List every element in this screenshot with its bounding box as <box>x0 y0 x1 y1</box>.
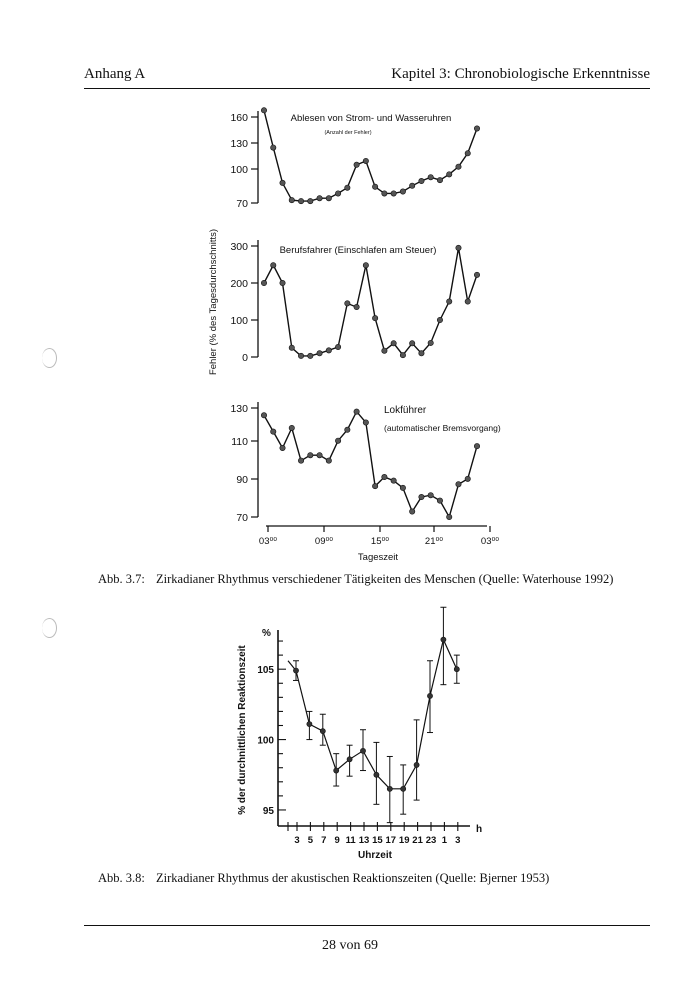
data-point <box>474 272 479 277</box>
data-point <box>400 189 405 194</box>
data-point <box>428 340 433 345</box>
data-point <box>456 482 461 487</box>
x-axis-label: Uhrzeit <box>358 850 392 861</box>
data-point <box>363 263 368 268</box>
y-tick-label: 70 <box>236 198 248 210</box>
chart-title: Ablesen von Strom- und Wasseruhren <box>290 113 452 124</box>
data-point <box>382 474 387 479</box>
x-tick-label: 15 <box>372 835 383 846</box>
data-point <box>317 351 322 356</box>
data-point <box>334 768 339 773</box>
y-tick-label: 100 <box>230 164 248 176</box>
y-tick-label: 105 <box>257 665 274 677</box>
data-point <box>409 509 414 514</box>
data-point <box>456 245 461 250</box>
page-number: 28 von 69 <box>322 938 378 953</box>
data-point <box>419 351 424 356</box>
data-point <box>261 108 266 113</box>
data-point <box>419 178 424 183</box>
x-tick-label: 21⁰⁰ <box>424 536 444 547</box>
data-point <box>354 304 359 309</box>
data-point <box>280 180 285 185</box>
y-tick-label: 100 <box>230 315 248 327</box>
data-point <box>360 748 365 753</box>
x-tick-label: 5 <box>307 835 314 846</box>
x-tick-label: 03⁰⁰ <box>258 536 278 547</box>
data-point <box>437 317 442 322</box>
data-point <box>261 280 266 285</box>
data-point <box>428 175 433 180</box>
x-tick-label: 03⁰⁰ <box>480 536 500 547</box>
data-point <box>280 445 285 450</box>
data-point <box>437 177 442 182</box>
data-point <box>465 151 470 156</box>
figure-3-7-caption <box>98 572 613 587</box>
series-line <box>288 640 457 789</box>
data-point <box>400 485 405 490</box>
data-point <box>363 420 368 425</box>
x-tick-label: 7 <box>321 835 327 846</box>
data-point <box>474 126 479 131</box>
caption-text: Zirkadianer Rhythmus verschiedener Tätigkeiten des Menschen (Quelle: Waterhouse 1992) <box>156 572 614 586</box>
series-line <box>264 248 477 356</box>
data-point <box>437 498 442 503</box>
x-tick-label: 21 <box>412 835 423 846</box>
data-point <box>382 191 387 196</box>
x-tick-label: 11 <box>345 835 356 846</box>
data-point <box>372 184 377 189</box>
chart-subtitle: (Anzahl der Fehler) <box>324 130 372 136</box>
data-point <box>345 185 350 190</box>
data-point <box>326 196 331 201</box>
y-tick-label: 130 <box>230 138 248 150</box>
x-axis-label: Tageszeit <box>357 552 399 563</box>
shared-y-axis-label: Fehler (% des Tagesdurchschnitts) <box>208 228 219 376</box>
y-tick-label: 100 <box>257 735 274 747</box>
data-point <box>372 483 377 488</box>
chart-reaction-time <box>237 607 482 861</box>
data-point <box>428 493 433 498</box>
chart-subtitle: (automatischer Bremsvorgang) <box>384 423 501 433</box>
data-point <box>372 315 377 320</box>
chart-title: Lokführer <box>384 405 427 416</box>
y-unit-label: % <box>262 628 271 639</box>
chart-title: Berufsfahrer (Einschlafen am Steuer) <box>279 245 437 256</box>
data-point <box>441 637 446 642</box>
data-point <box>401 786 406 791</box>
y-axis-label: % der durchnittlichen Reaktionszeit <box>237 645 248 815</box>
data-point <box>308 453 313 458</box>
data-point <box>465 476 470 481</box>
data-point <box>419 494 424 499</box>
figure-3-8-caption <box>98 871 549 886</box>
caption-label: Abb. 3.8: <box>98 871 145 885</box>
caption-label: Abb. 3.7: <box>98 572 145 586</box>
y-tick-label: 90 <box>236 474 248 486</box>
data-point <box>289 345 294 350</box>
data-point <box>391 478 396 483</box>
x-tick-label: 09⁰⁰ <box>314 536 334 547</box>
data-point <box>335 191 340 196</box>
data-point <box>447 172 452 177</box>
data-point <box>320 729 325 734</box>
data-point <box>326 348 331 353</box>
y-tick-label: 70 <box>236 512 248 524</box>
x-tick-label: 1 <box>441 835 448 846</box>
data-point <box>289 197 294 202</box>
data-point <box>298 458 303 463</box>
data-point <box>298 353 303 358</box>
data-point <box>308 198 313 203</box>
data-point <box>335 344 340 349</box>
x-tick-label: 23 <box>425 835 437 846</box>
data-point <box>261 413 266 418</box>
x-tick-label: 19 <box>398 835 410 846</box>
x-unit-label: h <box>476 824 483 835</box>
data-point <box>354 409 359 414</box>
data-point <box>345 301 350 306</box>
data-point <box>271 263 276 268</box>
data-point <box>447 299 452 304</box>
data-point <box>307 721 312 726</box>
data-point <box>447 514 452 519</box>
chart-train-drivers <box>230 402 500 563</box>
y-tick-label: 200 <box>230 278 248 290</box>
data-point <box>335 438 340 443</box>
x-tick-label: 3 <box>455 835 461 846</box>
data-point <box>400 352 405 357</box>
figure-3-8 <box>0 600 700 870</box>
data-point <box>289 425 294 430</box>
data-point <box>465 299 470 304</box>
x-tick-label: 9 <box>334 835 340 846</box>
data-point <box>409 183 414 188</box>
footer-divider <box>84 925 650 926</box>
data-point <box>374 772 379 777</box>
header-chapter-title: Kapitel 3: Chronobiologische Erkenntnisse <box>391 66 650 82</box>
data-point <box>454 667 459 672</box>
y-tick-label: 0 <box>242 352 248 364</box>
x-tick-label: 13 <box>358 835 370 846</box>
data-point <box>391 191 396 196</box>
y-tick-label: 300 <box>230 241 248 253</box>
x-tick-label: 15⁰⁰ <box>370 536 390 547</box>
y-tick-label: 110 <box>231 436 248 448</box>
data-point <box>347 757 352 762</box>
data-point <box>317 196 322 201</box>
chart-meter-reading <box>230 108 479 210</box>
data-point <box>391 341 396 346</box>
data-point <box>280 280 285 285</box>
data-point <box>387 786 392 791</box>
x-tick-label: 3 <box>294 835 300 846</box>
data-point <box>414 762 419 767</box>
data-point <box>317 453 322 458</box>
y-tick-label: 95 <box>262 805 274 817</box>
data-point <box>271 145 276 150</box>
data-point <box>409 341 414 346</box>
data-point <box>427 693 432 698</box>
data-point <box>382 348 387 353</box>
y-tick-label: 130 <box>230 403 248 415</box>
data-point <box>354 162 359 167</box>
caption-text: Zirkadianer Rhythmus der akustischen Reaktionszeiten (Quelle: Bjerner 1953) <box>156 871 550 885</box>
data-point <box>271 429 276 434</box>
data-point <box>474 443 479 448</box>
header-chapter-label: Anhang A <box>84 66 146 82</box>
data-point <box>298 198 303 203</box>
data-point <box>456 164 461 169</box>
data-point <box>326 458 331 463</box>
data-point <box>363 158 368 163</box>
chart-professional-drivers <box>230 240 479 364</box>
y-tick-label: 160 <box>230 112 248 124</box>
data-point <box>293 668 298 673</box>
data-point <box>308 353 313 358</box>
data-point <box>345 427 350 432</box>
x-tick-label: 17 <box>385 835 397 846</box>
